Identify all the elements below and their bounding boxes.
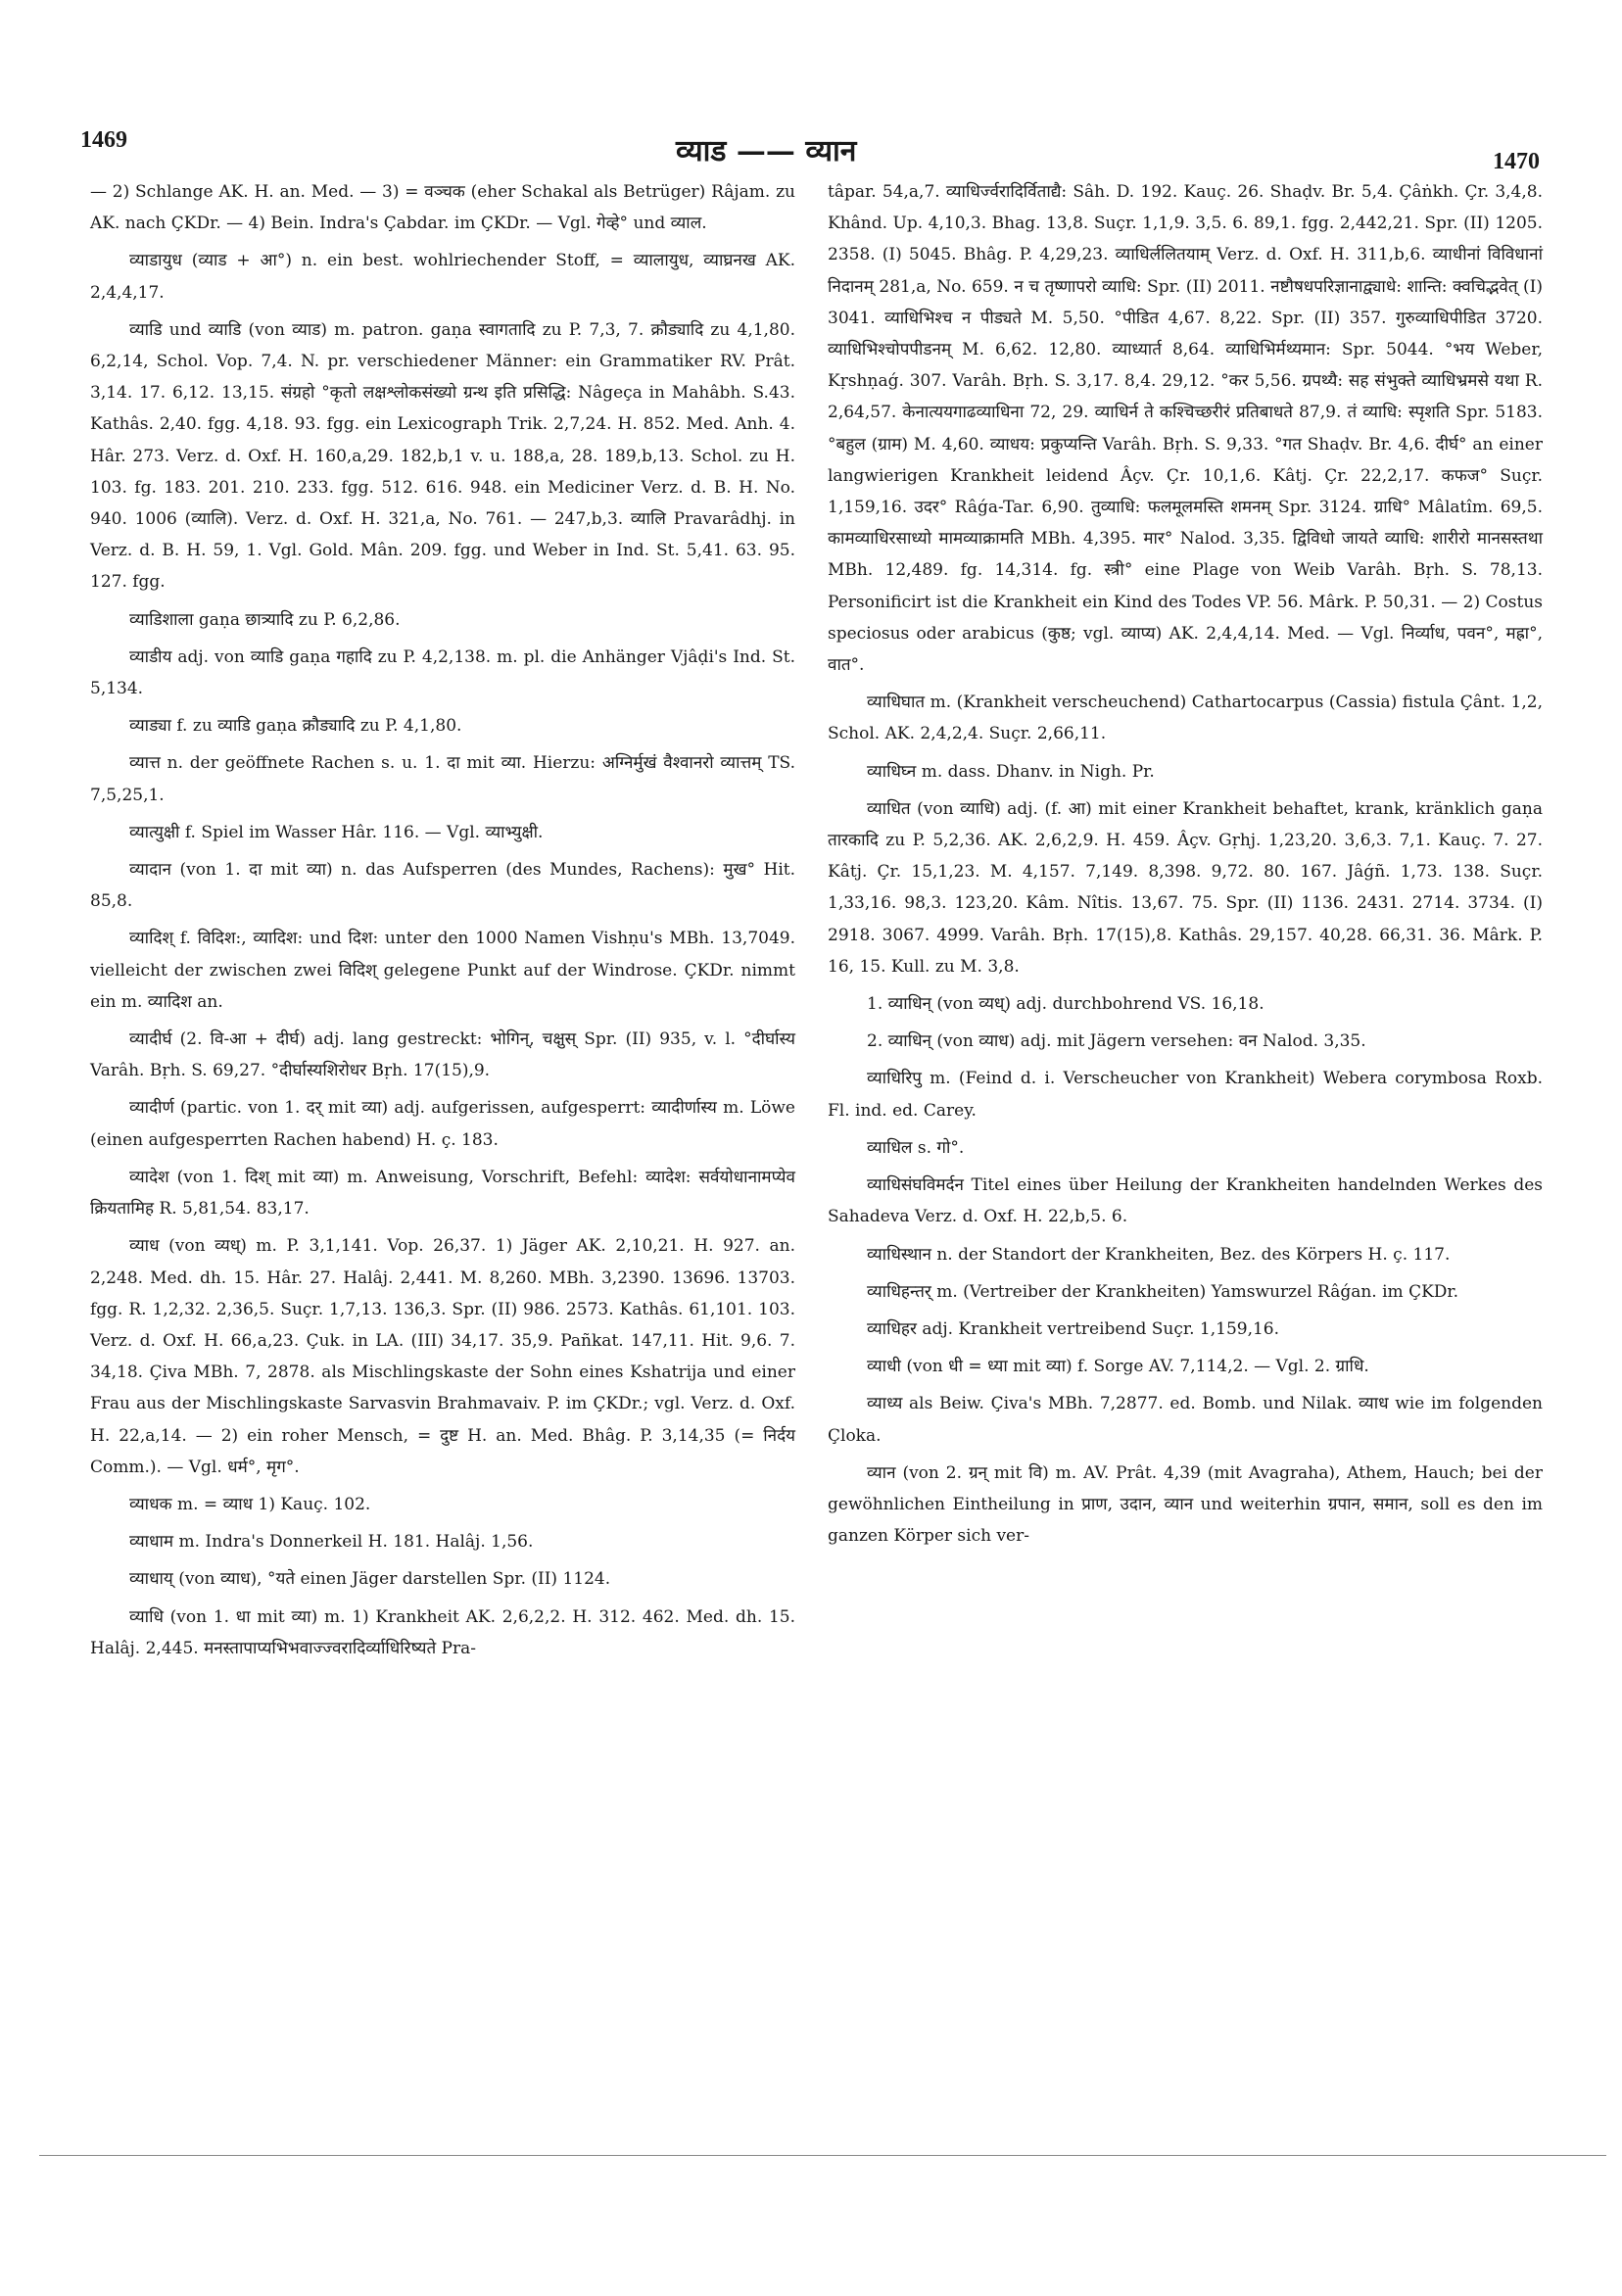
dictionary-entry: व्यात्त n. der geöffnete Rachen s. u. 1. दा mit व्या. Hierzu: अग्निर्मुखं वैश्वानरो व्यात्तम् TS. 7,5,25,1. bbox=[90, 753, 795, 805]
dictionary-entry: व्याधाय् (von व्याध), °यते einen Jäger darstellen Spr. (II) 1124. bbox=[129, 1569, 611, 1590]
right-column bbox=[828, 176, 1543, 1557]
dictionary-entry: व्याधाम m. Indra's Donnerkeil H. 181. Halâj. 1,56. bbox=[129, 1532, 534, 1553]
dictionary-entry: व्यादेश (von 1. दिश् mit व्या) m. Anweisung, Vorschrift, Befehl: व्यादेश: सर्वयोधानामप्येव क्रियतामिह R. 5,81,54. 83,17. bbox=[90, 1167, 795, 1220]
dictionary-entry: व्याधिरिपु m. (Feind d. i. Verscheucher von Krankheit) Webera corymbosa Roxb. Fl. ind. ed. Carey. bbox=[828, 1069, 1543, 1121]
dictionary-entry: व्याड्या f. zu व्याडि gaṇa क्रौड्यादि zu P. 4,1,80. bbox=[129, 716, 462, 737]
page-number-left: 1469 bbox=[80, 127, 127, 153]
dictionary-entry: व्यादीर्घ (2. वि-आ + दीर्घ) adj. lang gestreckt: भोगिन्, चक्षुस् Spr. (II) 935, v. l. °दीर्घास्य Varâh. Bṛh. S. 69,27. °दीर्घास्यशिरोधर Bṛh. 17(15),9. bbox=[90, 1029, 795, 1081]
dictionary-entry: व्याधिघ्न m. dass. Dhanv. in Nigh. Pr. bbox=[867, 761, 1155, 782]
dictionary-entry: व्याध्य als Beiw. Çiva's MBh. 7,2877. ed. Bomb. und Nilak. व्याध wie im folgenden Çloka. bbox=[828, 1394, 1543, 1446]
dictionary-entry: व्याधक m. = व्याध 1) Kauç. 102. bbox=[129, 1494, 371, 1514]
dictionary-entry: व्याधिघात m. (Krankheit verscheuchend) Cathartocarpus (Cassia) fistula Çânt. 1,2, Schol. AK. 2,4,2,4. Suçr. 2,66,11. bbox=[828, 693, 1543, 744]
dictionary-entry: — 2) Schlange AK. H. an. Med. — 3) = वञ्चक (eher Schakal als Betrüger) Râjam. zu AK. nach ÇKDr. — 4) Bein. Indra's Çabdar. im ÇKDr. — Vgl. गेव्हे° und व्याल. bbox=[90, 182, 795, 234]
dictionary-entry: व्याध (von व्यध्) m. P. 3,1,141. Vop. 26,37. 1) Jäger AK. 2,10,21. H. 927. an. 2,248. Med. dh. 15. Hâr. 27. Halâj. 2,441. M. 8,260. MBh. 3,2390. 13696. 13703. fgg. R. 1,2,32. 2,36,5. Suçr. 1,7,13. 136,3. Spr. (II) 986. 2573. Kathâs. 61,101. 103. Verz. d. Oxf. H. 66,a,23. Çuk. in LA. (III) 34,17. 35,9. Pañkat. 147,11. Hit. 9,6. 7. 34,18. Çiva MBh. 7, 2878. als Mischlingskaste der Sohn eines Kshatrija und einer Frau aus der Mischlingskaste Sarvasvin Brahmavaiv. P. im ÇKDr.; vgl. Verz. d. Oxf. H. 22,a,14. — 2) ein roher Mensch, = दुष्ट H. an. Med. Bhâg. P. 3,14,35 (= निर्दय Comm.). — Vgl. धर्म°, मृग°. bbox=[90, 1236, 795, 1477]
dictionary-entry: tâpar. 54,a,7. व्याधिर्ज्वरादिर्विताद्यै: Sâh. D. 192. Kauç. 26. Shaḍv. Br. 5,4. Çâṅkh. Çr. 3,4,8. Khând. Up. 4,10,3. Bhag. 13,8. Suçr. 1,1,9. 3,5. 6. 89,1. fgg. 2,442,21. Spr. (II) 1205. 2358. (I) 5045. Bhâg. P. 4,29,23. व्याधिर्ललितयाम् Verz. d. Oxf. H. 311,b,6. व्याधीनां विविधानां निदानम् 281,a, No. 659. न च तृष्णापरो व्याधि: Spr. (II) 2011. नष्टौषधपरिज्ञानाद्व्याधे: शान्ति: क्वचिद्भवेत् (I) 3041. व्याधिभिश्च न पीड्यते M. 5,50. °पीडित 4,67. 8,22. Spr. (II) 357. गुरुव्याधिपीडित 3720. व्याधिभिश्चोपपीडनम् M. 6,62. 12,80. व्याध्यार्त 8,64. व्याधिभिर्मथ्यमान: Spr. 5044. °भय Weber, Kṛshṇaǵ. 307. Varâh. Bṛh. S. 3,17. 8,4. 29,12. °कर 5,56. ग्रपथ्यै: सह संभुक्ते व्याधिभ्रमसे यथा R. 2,64,57. केनात्ययगाढव्याधिना 72, 29. व्याधिर्न ते कश्चिच्छरीरं प्रतिबाधते 87,9. तं व्याधि: स्पृशति Spr. 5183. °बहुल (ग्राम) M. 4,60. व्याधय: प्रकुप्यन्ति Varâh. Bṛh. S. 9,33. °गत Shaḍv. Br. 4,6. दीर्घ° an einer langwierigen Krankheit leidend Âçv. Çr. 10,1,6. Kâtj. Çr. 22,2,17. कफज° Suçr. 1,159,16. उदर° Râǵa-Tar. 6,90. तुव्याधि: फलमूलमस्ति शमनम् Spr. 3124. ग्राधि° Mâlatîm. 69,5. कामव्याधिरसाध्यो मामव्याक्रामति MBh. 4,395. मार° Nalod. 3,35. द्विविधो जायते व्याधि: शारीरो मानसस्तथा MBh. 12,489. fg. 14,314. fg. स्त्री° eine Plage von Weib Varâh. Bṛh. S. 78,13. Personificirt ist die Krankheit ein Kind des Todes VP. 56. Mârk. P. 50,31. — 2) Costus speciosus oder arabicus (कुष्ठ; vgl. व्याप्य) AK. 2,4,4,14. Med. — Vgl. निर्व्याध, पवन°, मह्रा°, वात°. bbox=[828, 182, 1543, 676]
dictionary-entry: व्याधिसंघविमर्दन Titel eines über Heilung der Krankheiten handelnden Werkes des Sahadeva Verz. d. Oxf. H. 22,b,5. 6. bbox=[828, 1175, 1543, 1227]
footer-rule bbox=[39, 2155, 1606, 2156]
dictionary-entry: व्यान (von 2. ग्रन् mit वि) m. AV. Prât. 4,39 (mit Avagraha), Athem, Hauch; bei der gewöhnlichen Eintheilung in प्राण, उदान, व्यान und weiterhin ग्रपान, समान, soll es den im ganzen Körper sich ver- bbox=[828, 1462, 1543, 1547]
running-head: व्याड —— व्यान bbox=[676, 134, 857, 168]
dictionary-entry: व्याधिहर adj. Krankheit vertreibend Suçr. 1,159,16. bbox=[867, 1318, 1280, 1339]
dictionary-entry: व्याधिस्थान n. der Standort der Krankheiten, Bez. des Körpers H. ç. 117. bbox=[867, 1244, 1451, 1265]
dictionary-entry: व्याधित (von व्याधि) adj. (f. आ) mit einer Krankheit behaftet, krank, kränklich gaṇa तारकादि zu P. 5,2,36. AK. 2,6,2,9. H. 459. Âçv. Gṛhj. 1,23,20. 3,6,3. 7,1. Kauç. 7. 27. Kâtj. Çr. 15,1,23. M. 4,157. 7,149. 8,398. 9,72. 80. 167. Jâǵñ. 1,73. 138. Suçr. 1,33,16. 98,3. 123,20. Kâm. Nîtis. 13,67. 75. Spr. (II) 1136. 2431. 2714. 3734. (I) 2918. 3067. 4999. Varâh. Bṛh. 17(15),8. Kathâs. 29,157. 40,28. 66,31. 36. Mârk. P. 16, 15. Kull. zu M. 3,8. bbox=[828, 798, 1543, 977]
dictionary-entry: 1. व्याधिन् (von व्यध्) adj. durchbohrend VS. 16,18. bbox=[867, 994, 1264, 1015]
dictionary-entry: 2. व्याधिन् (von व्याध) adj. mit Jägern versehen: वन Nalod. 3,35. bbox=[867, 1031, 1366, 1052]
dictionary-entry: व्यादीर्ण (partic. von 1. दर् mit व्या) adj. aufgerissen, aufgesperrt: व्यादीर्णास्य m. Löwe (einen aufgesperrten Rachen habend) H. ç. 183. bbox=[90, 1098, 795, 1150]
left-column bbox=[90, 176, 795, 1670]
dictionary-entry: व्यात्युक्षी f. Spiel im Wasser Hâr. 116. — Vgl. व्याभ्युक्षी. bbox=[129, 822, 544, 842]
dictionary-entry: व्याधिहन्तर् m. (Vertreiber der Krankheiten) Yamswurzel Râǵan. im ÇKDr. bbox=[867, 1281, 1459, 1302]
dictionary-entry: व्याधी (von धी = ध्या mit व्या) f. Sorge AV. 7,114,2. — Vgl. 2. ग्राधि. bbox=[867, 1357, 1369, 1377]
page-number-right: 1470 bbox=[1493, 149, 1540, 174]
dictionary-entry: व्याधि (von 1. धा mit व्या) m. 1) Krankheit AK. 2,6,2,2. H. 312. 462. Med. dh. 15. Halâj. 2,445. मनस्तापाप्यभिभवाज्ज्वरादिर्व्याधिरिष्यते Pra- bbox=[90, 1606, 795, 1658]
dictionary-entry: व्याडायुध (व्याड + आ°) n. ein best. wohlriechender Stoff, = व्यालायुध, व्याघ्रनख AK. 2,4,4,17. bbox=[90, 251, 795, 303]
dictionary-entry: व्यादिश् f. विदिश:, व्यादिश: und दिश: unter den 1000 Namen Vishṇu's MBh. 13,7049. vielleicht der zwischen zwei विदिश् gelegene Punkt auf der Windrose. ÇKDr. nimmt ein m. व्यादिश an. bbox=[90, 929, 795, 1012]
dictionary-entry: व्याडीय adj. von व्याडि gaṇa गहादि zu P. 4,2,138. m. pl. die Anhänger Vjâḍi's Ind. St. 5,134. bbox=[90, 646, 795, 699]
dictionary-entry: व्याडि und व्याडि (von व्याड) m. patron. gaṇa स्वागतादि zu P. 7,3, 7. क्रौड्यादि zu 4,1,80. 6,2,14, Schol. Vop. 7,4. N. pr. verschiedener Männer: ein Grammatiker RV. Prât. 3,14. 17. 6,12. 13,15. संग्रहो °कृतो लक्षश्लोकसंख्यो ग्रन्थ इति प्रसिद्धि: Nâgeça in Mahâbh. S.43. Kathâs. 2,40. fgg. 4,18. 93. fgg. ein Lexicograph Trik. 2,7,24. H. 852. Med. Anh. 4. Hâr. 273. Verz. d. Oxf. H. 160,a,29. 182,b,1 v. u. 188,a, 28. 189,b,13. Schol. zu H. 103. fg. 183. 201. 210. 233. fgg. 512. 616. 948. ein Mediciner Verz. d. B. H. No. 940. 1006 (व्यालि). Verz. d. Oxf. H. 321,a, No. 761. — 247,b,3. व्यालि Pravarâdhj. in Verz. d. B. H. 59, 1. Vgl. Gold. Mân. 209. fgg. und Weber in Ind. St. 5,41. 63. 95. 127. fgg. bbox=[90, 319, 795, 593]
dictionary-entry: व्यादान (von 1. दा mit व्या) n. das Aufsperren (des Mundes, Rachens): मुख° Hit. 85,8. bbox=[90, 860, 795, 912]
dictionary-entry: व्याडिशाला gaṇa छात्र्यादि zu P. 6,2,86. bbox=[129, 609, 401, 630]
dictionary-entry: व्याधिल s. गो°. bbox=[867, 1137, 965, 1158]
